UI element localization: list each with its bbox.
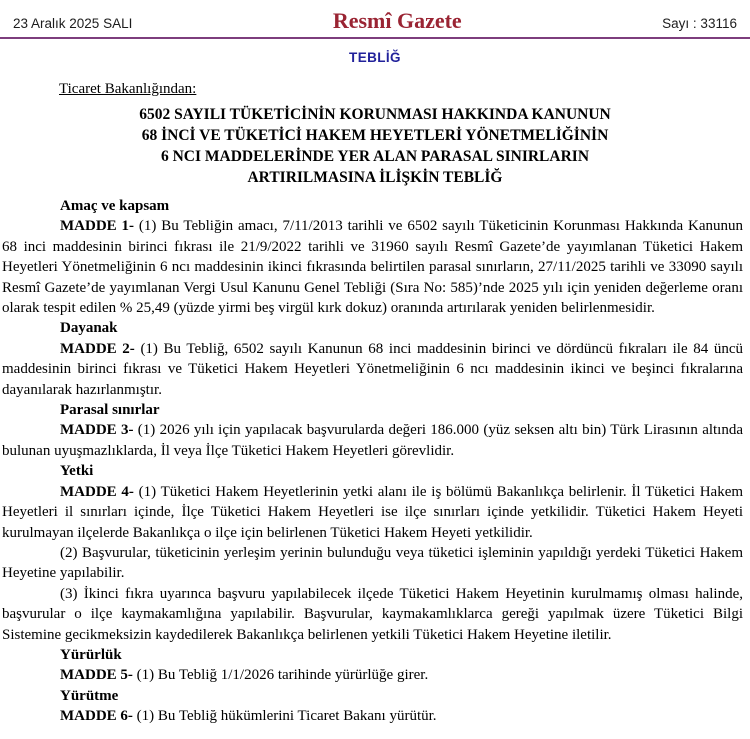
- document-body: [0, 196, 750, 727]
- article-heading: Yetki: [60, 463, 94, 480]
- article-paragraph: [2, 543, 743, 584]
- gazette-masthead-bar: [0, 0, 750, 39]
- document-title-line: ARTIRILMASINA İLİŞKİN TEBLİĞ: [247, 169, 503, 186]
- document-title: [0, 104, 750, 188]
- gazette-title: Resmî Gazete: [332, 8, 462, 33]
- article-paragraph: [2, 665, 743, 685]
- article-paragraph: [2, 482, 743, 543]
- madde-label: MADDE 4-: [60, 483, 134, 500]
- article-paragraph: [2, 216, 743, 318]
- article-heading: Amaç ve kapsam: [60, 198, 170, 214]
- paragraph-text: (3) İkinci fıkra uyarınca başvuru yapılabilecek ilçede Tüketici Hakem Heyetinin kurulmamış olması halinde, başvurular o ilçe kaymakamlığına yapılabilir. Başvurular, kaymakamlıklarca gereği yapılmak üzere Tüketici Bilgi Sistemine gecikmeksizin kaydedilerek Bakanlıkça belirlenen yetkili Tüketici Hakem Heyetine iletilir.: [2, 585, 743, 643]
- issue-number: Sayı : 33116: [662, 16, 737, 31]
- article-heading: Parasal sınırlar: [60, 402, 160, 419]
- madde-label: MADDE 6-: [60, 708, 133, 725]
- article-heading: Yürürlük: [60, 646, 122, 663]
- madde-label: MADDE 5-: [60, 667, 133, 684]
- paragraph-text: (1) Tüketici Hakem Heyetlerinin yetki alanı ile iş bölümü Bakanlıkça belirlenir. İl Tüketici Hakem Heyetleri il sınırları içinde, İlçe Tüketici Hakem Heyetleri ise ilçe sınırları içinde yetkilidir. Tüketici Hakem Heyeti kurulmayan ilçelerde Bakanlıkça o ilçe için belirlenen Tüketici Hakem Heyeti yetkilidir.: [2, 483, 744, 541]
- madde-label: MADDE 2-: [60, 340, 135, 357]
- article-heading: Yürütme: [60, 687, 119, 704]
- paragraph-text: (2) Başvurular, tüketicinin yerleşim yerinin bulunduğu veya tüketici işleminin yapıldığı yerdeki Tüketici Hakem Heyetine yapılabilir.: [2, 544, 743, 582]
- paragraph-text: (1) Bu Tebliğ, 6502 sayılı Kanunun 68 inci maddesinin birinci ve dördüncü fıkraları ile 84 üncü maddesinin birinci fıkrası ve Tüketici Hakem Heyetleri Yönetmeliğinin 6 ncı maddesinin ikinci ve beşinci fıkralarına dayanılarak hazırlanmıştır.: [2, 340, 744, 398]
- paragraph-text: (1) Bu Tebliğin amacı, 7/11/2013 tarihli ve 6502 sayılı Tüketicinin Korunması Hakkında Kanunun 68 inci maddesinin birinci fıkrası ile 21/9/2022 tarihli ve 31960 sayılı Resmî Gazete’de yayımlanan Tüketici Hakem Heyetleri Yönetmeliğinin 6 ncı maddesinin ikinci fıkrasında belirtilen parasal sınırların, 27/11/2025 tarihli ve 33090 sayılı Resmî Gazete’de yayımlanan Vergi Usul Kanunu Genel Tebliği (Sıra No: 585)’nde 2025 yılı için yeniden değerleme oranı olarak tespit edilen % 25,49 (yüzde yirmi beş virgül kırk dokuz) oranında artırılarak yeniden belirlenmesidir.: [2, 218, 744, 317]
- paragraph-text: (1) 2026 yılı için yapılacak başvurularda değeri 186.000 (yüz seksen altı bin) Türk Lirasının altında bulunan uyuşmazlıklarda, İl veya İlçe Tüketici Hakem Heyetleri görevlidir.: [2, 422, 744, 459]
- section-heading: TEBLİĞ: [349, 50, 401, 65]
- article-paragraph: [2, 420, 743, 461]
- article-paragraph: [2, 584, 743, 645]
- article-heading: Dayanak: [60, 320, 118, 337]
- document-title-line: 68 İNCİ VE TÜKETİCİ HAKEM HEYETLERİ YÖNETMELİĞİNİN: [141, 127, 609, 144]
- issuer-line: Ticaret Bakanlığından:: [59, 81, 197, 97]
- paragraph-text: (1) Bu Tebliğ 1/1/2026 tarihinde yürürlüğe girer.: [136, 667, 429, 684]
- madde-label: MADDE 1-: [60, 218, 135, 235]
- document-title-line: 6 NCI MADDELERİNDE YER ALAN PARASAL SINIRLARIN: [160, 148, 590, 165]
- paragraph-text: (1) Bu Tebliğ hükümlerini Ticaret Bakanı yürütür.: [136, 708, 437, 725]
- issue-date: 23 Aralık 2025 SALI: [13, 16, 133, 31]
- document-title-line: 6502 SAYILI TÜKETİCİNİN KORUNMASI HAKKINDA KANUNUN: [139, 106, 611, 123]
- article-paragraph: [2, 339, 743, 400]
- article-paragraph: [2, 706, 743, 726]
- madde-label: MADDE 3-: [60, 422, 134, 439]
